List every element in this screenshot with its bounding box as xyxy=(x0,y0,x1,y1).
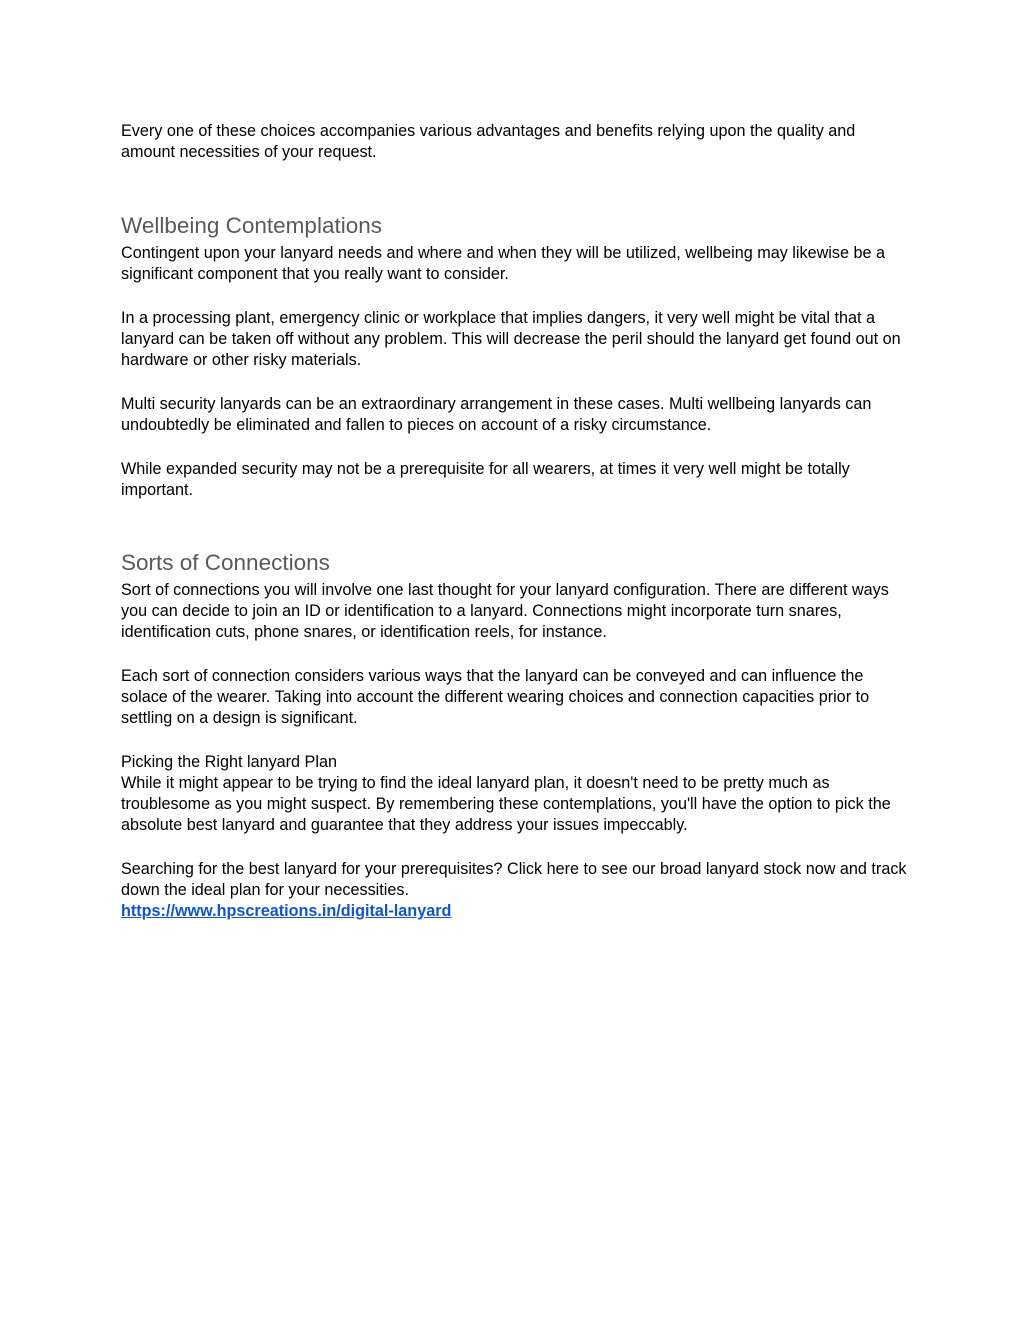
wellbeing-paragraph-3: Multi security lanyards can be an extraordinary arrangement in these cases. Multi wellbeing lanyards can undoubtedly be eliminated and fallen to pieces on account of a risky circumstance. xyxy=(121,395,872,434)
intro-paragraph: Every one of these choices accompanies various advantages and benefits relying upon the quality and amount necessities of your request. xyxy=(121,122,856,161)
wellbeing-heading: Wellbeing Contemplations xyxy=(121,213,382,238)
connections-heading: Sorts of Connections xyxy=(121,550,330,575)
wellbeing-paragraph-2: In a processing plant, emergency clinic or workplace that implies dangers, it very well might be vital that a lanyard can be taken off without any problem. This will decrease the peril should the lanyard get found out on hardware or other risky materials. xyxy=(121,309,901,369)
wellbeing-paragraph-4: While expanded security may not be a prerequisite for all wearers, at times it very well might be totally important. xyxy=(121,460,850,499)
document-page xyxy=(121,121,911,922)
digital-lanyard-link[interactable]: https://www.hpscreations.in/digital-lanyard xyxy=(121,902,452,920)
cta-paragraph: Searching for the best lanyard for your prerequisites? Click here to see our broad lanyard stock now and track down the ideal plan for your necessities. xyxy=(121,860,907,899)
plan-paragraph: While it might appear to be trying to find the ideal lanyard plan, it doesn't need to be pretty much as troublesome as you might suspect. By remembering these contemplations, you'll have the option to pick the absolute best lanyard and guarantee that they address your issues impeccably. xyxy=(121,774,891,834)
connections-paragraph-1: Sort of connections you will involve one last thought for your lanyard configuration. There are different ways you can decide to join an ID or identification to a lanyard. Connections might incorporate turn snares, identification cuts, phone snares, or identification reels, for instance. xyxy=(121,581,889,641)
plan-subheading: Picking the Right lanyard Plan xyxy=(121,753,337,771)
connections-paragraph-2: Each sort of connection considers various ways that the lanyard can be conveyed and can influence the solace of the wearer. Taking into account the different wearing choices and connection capacities prior to settling on a design is significant. xyxy=(121,667,870,727)
link-line xyxy=(121,901,911,922)
wellbeing-paragraph-1: Contingent upon your lanyard needs and where and when they will be utilized, wellbeing may likewise be a significant component that you really want to consider. xyxy=(121,244,885,283)
